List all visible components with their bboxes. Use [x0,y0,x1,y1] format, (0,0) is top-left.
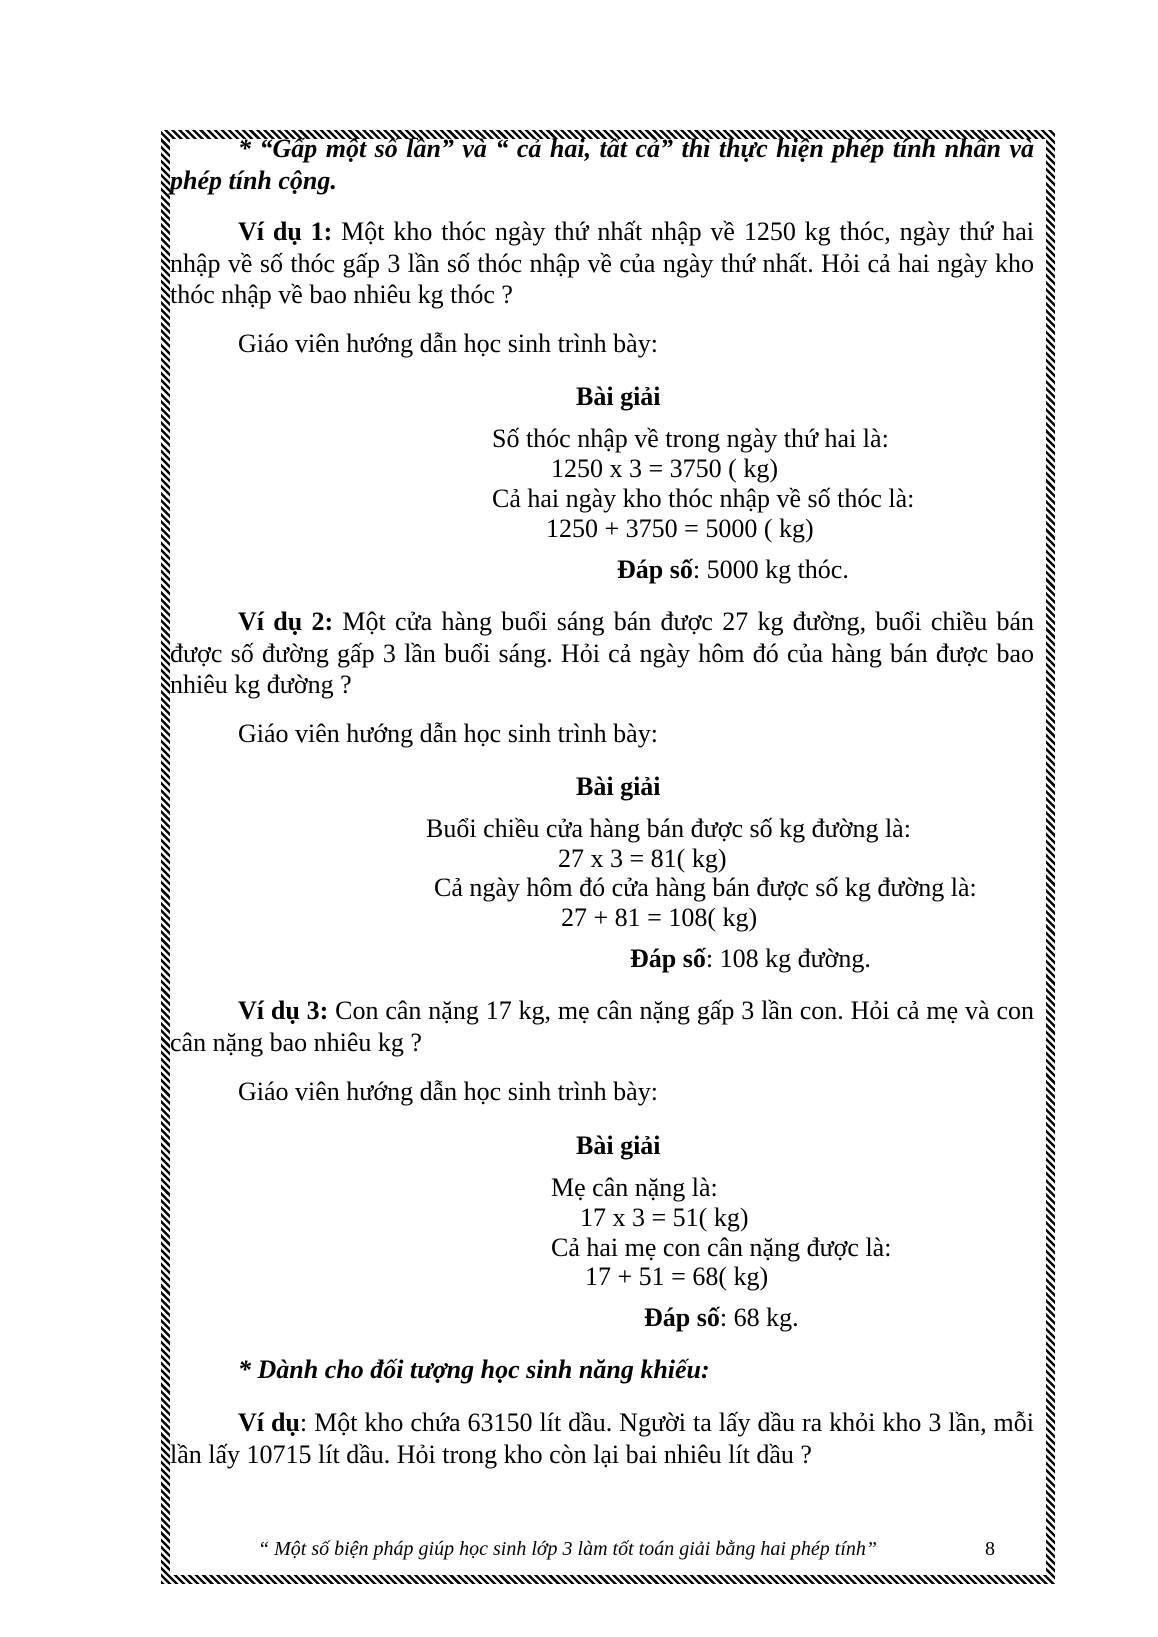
footer-title: “ Một số biện pháp giúp học sinh lớp 3 làm tốt toán giải bằng hai phép tính” [258,1538,878,1560]
section-heading-multiply-add [170,133,1034,196]
example-2-text: Một cửa hàng buổi sáng bán được 27 kg đường, buổi chiều bán được số đường gấp 3 lần buổi sáng. Hỏi cả ngày hôm đó của hàng bán được bao nhiêu kg đường ? [170,607,1035,699]
answer-label: Đáp số [617,555,693,584]
example-3-solution-title: Bài giải [576,1131,661,1160]
heading-text: * “Gấp một số lần” và “ cả hai, tất cả” thì thực hiện phép tính nhân và phép tính cộng. [170,134,1034,195]
example-1-text: Một kho thóc ngày thứ nhất nhập về 1250 kg thóc, ngày thứ hai nhập về số thóc gấp 3 lần số thóc nhập về của ngày thứ nhất. Hỏi cả hai ngày kho thóc nhập về bao nhiêu kg thóc ? [170,217,1035,309]
example-1-guide: Giáo viên hướng dẫn học sinh trình bày: [238,329,658,358]
answer-value: : 108 kg đường. [705,944,871,973]
example-1-step1: Số thóc nhập về trong ngày thứ hai là: [492,424,889,453]
example-1-answer [617,555,849,585]
example-3-step2: Cả hai mẹ con cân nặng được là: [551,1233,892,1262]
example-4-text: : Một kho chứa 63150 lít dầu. Người ta lấy dầu ra khỏi kho 3 lần, mỗi lần lấy 10715 lít dầu. Hỏi trong kho còn lại bai nhiêu lít dầu ? [170,1408,1034,1469]
example-3-calc1: 17 x 3 = 51( kg) [580,1203,749,1232]
example-3-answer [644,1303,799,1333]
example-2-label: Ví dụ 2: [238,607,334,636]
answer-value: : 68 kg. [719,1303,799,1332]
example-1-calc1: 1250 x 3 = 3750 ( kg) [551,454,778,483]
example-2-calc1: 27 x 3 = 81( kg) [558,844,727,873]
example-3-label: Ví dụ 3: [238,996,329,1025]
example-2-calc2: 27 + 81 = 108( kg) [561,903,758,932]
example-1-solution-title: Bài giải [576,382,661,411]
example-3-guide: Giáo viên hướng dẫn học sinh trình bày: [238,1077,658,1106]
example-2-problem [170,606,1034,701]
example-3-calc2: 17 + 51 = 68( kg) [585,1262,769,1291]
example-4-problem [170,1407,1034,1470]
answer-label: Đáp số [644,1303,720,1332]
page-number: 8 [985,1538,995,1560]
example-2-step1: Buổi chiều cửa hàng bán được số kg đường là: [426,814,911,843]
answer-value: : 5000 kg thóc. [692,555,849,584]
example-1-label: Ví dụ 1: [238,217,333,246]
example-3-step1: Mẹ cân nặng là: [551,1173,718,1202]
answer-label: Đáp số [630,944,706,973]
example-1-step2: Cả hai ngày kho thóc nhập về số thóc là: [492,484,915,513]
example-3-text: Con cân nặng 17 kg, mẹ cân nặng gấp 3 lần con. Hỏi cả mẹ và con cân nặng bao nhiêu kg ? [170,996,1034,1057]
example-1-problem [170,216,1034,311]
example-2-solution-title: Bài giải [576,772,661,801]
example-2-guide: Giáo viên hướng dẫn học sinh trình bày: [238,719,658,748]
example-1-calc2: 1250 + 3750 = 5000 ( kg) [546,514,814,543]
example-4-label: Ví dụ [238,1408,300,1437]
example-3-problem [170,995,1034,1058]
example-2-answer [630,944,871,974]
section-heading-gifted: * Dành cho đối tượng học sinh năng khiếu: [238,1355,710,1384]
example-2-step2: Cả ngày hôm đó cửa hàng bán được số kg đường là: [434,873,977,902]
